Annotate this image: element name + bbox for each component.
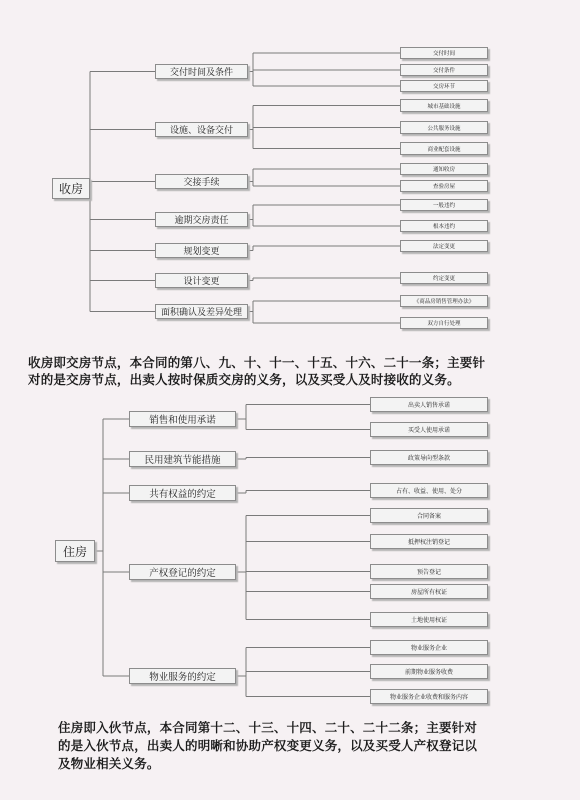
- diagram2-leaf: 物业服务企业收费和服务内容: [370, 689, 488, 704]
- diagram2-node-energy-saving: 民用建筑节能措施: [129, 451, 236, 467]
- diagram2-leaf: 出卖人销售承诺: [370, 397, 488, 412]
- paragraph2-line2: 的是入伙节点，出卖人的明晰和协助产权变更义务，以及买受人产权登记以: [58, 738, 478, 753]
- diagram1-leaf: 法定变更: [400, 240, 488, 252]
- diagram1-node-planning-change: 规划变更: [155, 243, 248, 258]
- diagram1-node-facilities: 设施、设备交付: [155, 122, 248, 137]
- diagram1-leaf: 公共服务设施: [400, 121, 488, 134]
- diagram2-leaf: 政策导向型条款: [370, 450, 488, 465]
- diagram1-leaf: 根本违约: [400, 220, 488, 232]
- diagram2-leaf: 物业服务企业: [370, 640, 488, 655]
- diagram1-leaf: 一般违约: [400, 199, 488, 211]
- diagram1-leaf: 双方自行处理: [400, 317, 488, 329]
- diagram1-node-area-confirm: 面积确认及差异处理: [155, 304, 248, 319]
- diagram2-leaf: 前期物业服务收费: [370, 664, 488, 679]
- diagram2-root: 住房: [55, 540, 95, 562]
- diagram2-leaf: 占有、收益、使用、处分: [370, 483, 488, 498]
- diagram1-node-design-change: 设计变更: [155, 273, 248, 288]
- diagram1-node-delivery-time: 交付时间及条件: [155, 64, 248, 79]
- diagram2-leaf: 预告登记: [370, 564, 488, 579]
- diagram1-root: 收房: [52, 178, 90, 199]
- paragraph2-line3: 及物业相关义务。: [58, 756, 160, 771]
- diagram1-leaf: 通知收房: [400, 163, 488, 175]
- diagram1-leaf: 城市基础设施: [400, 99, 488, 112]
- diagram2-leaf: 抵押权注销登记: [370, 534, 488, 549]
- diagram2-node-sales-commitment: 销售和使用承诺: [129, 411, 236, 427]
- diagram2-leaf: 合同备案: [370, 508, 488, 523]
- diagram1-leaf: 约定变更: [400, 272, 488, 284]
- diagram2-node-property-service: 物业服务的约定: [129, 668, 236, 684]
- diagram1-leaf: 《商品房销售管理办法》: [400, 295, 488, 307]
- diagram1-node-late-delivery: 逾期交房责任: [155, 212, 248, 227]
- diagram2-leaf: 房屋所有权证: [370, 584, 488, 599]
- diagram1-leaf: 商业配套设施: [400, 142, 488, 155]
- diagram1-leaf: 交房环节: [400, 80, 488, 92]
- paragraph1-line1: 收房即交房节点，本合同的第八、九、十、十一、十五、十六、二十一条；主要针: [28, 355, 486, 370]
- diagram1-node-handover: 交接手续: [155, 174, 248, 189]
- paragraph2-line1: 住房即入伙节点，本合同第十二、十三、十四、二十、二十二条；主要针对: [58, 720, 478, 735]
- diagram2-node-common-rights: 共有权益的约定: [129, 485, 236, 501]
- paragraph1-line2: 对的是交房节点，出卖人按时保质交房的义务，以及买受人及时接收的义务。: [28, 372, 460, 387]
- diagram2-leaf: 土地使用权证: [370, 612, 488, 627]
- diagram1-leaf: 交付时间: [400, 47, 488, 59]
- diagram2-node-title-registration: 产权登记的约定: [129, 564, 236, 580]
- diagram1-leaf: 交付条件: [400, 64, 488, 76]
- diagram2-leaf: 买受人使用承诺: [370, 422, 488, 437]
- diagram1-leaf: 查验房屋: [400, 180, 488, 192]
